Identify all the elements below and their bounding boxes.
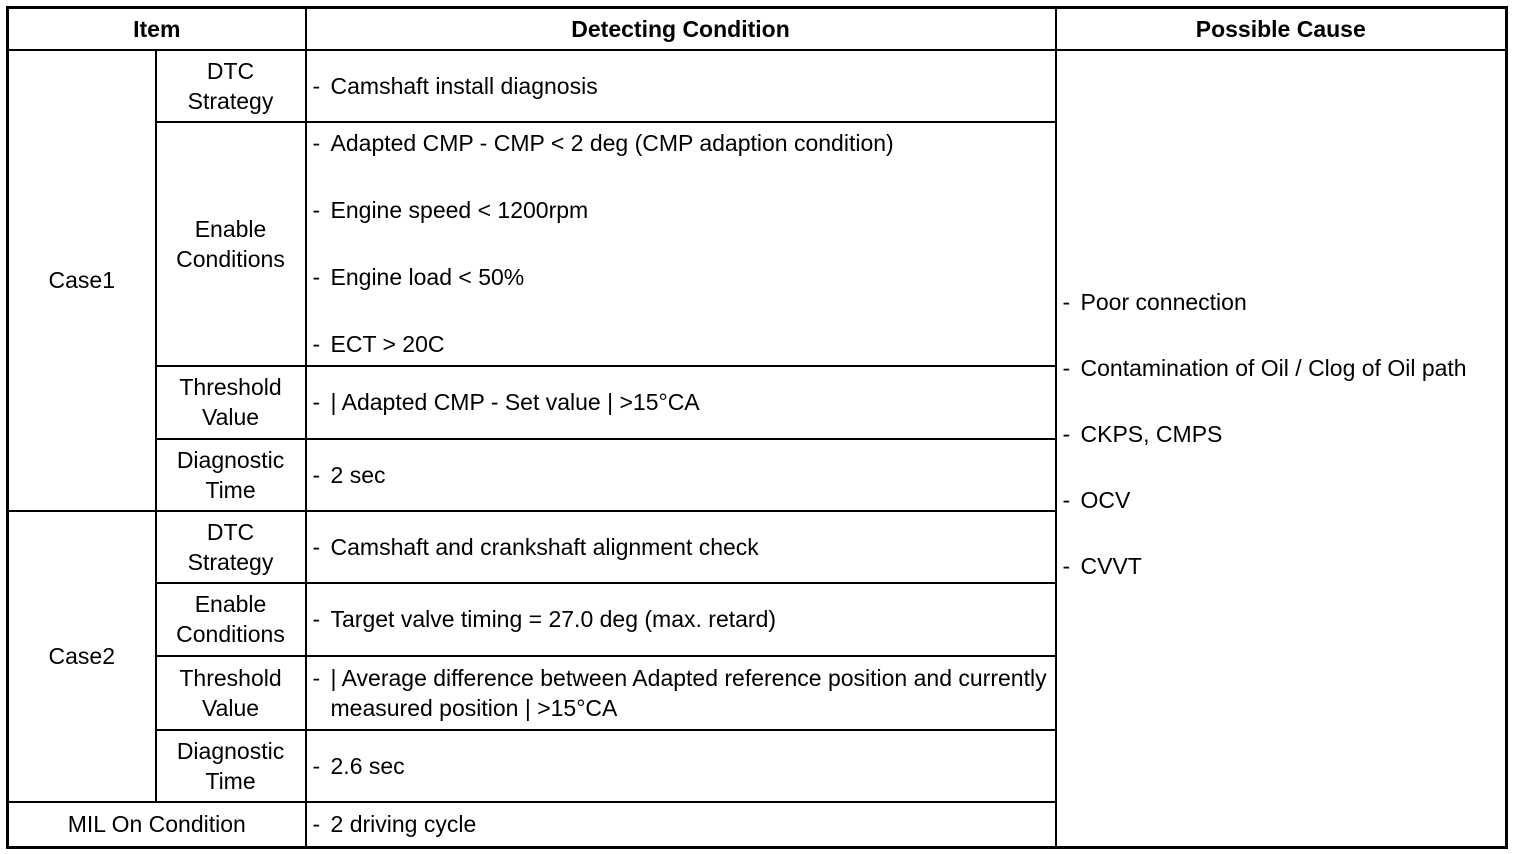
condition-text: | Average difference between Adapted reference position and currently measured position | >15°CA	[330, 664, 1047, 721]
label-line: Conditions	[176, 621, 285, 647]
case1-dtc-row	[8, 50, 1507, 122]
bullet-dash: -	[1062, 288, 1071, 315]
header-possible-cause: Possible Cause	[1056, 8, 1507, 50]
bullet-dash: -	[312, 331, 321, 357]
bullet-dash: -	[1062, 486, 1071, 513]
bullet-dash: -	[312, 197, 321, 223]
bullet-dash: -	[312, 664, 321, 691]
condition-text: Engine speed < 1200rpm	[330, 197, 589, 223]
label-line: Threshold	[179, 664, 282, 691]
header-detecting-condition: Detecting Condition	[306, 8, 1056, 50]
case2-label: Case2	[8, 511, 156, 802]
label-line: Time	[205, 476, 256, 503]
label-line: Diagnostic	[176, 737, 285, 764]
condition-text: 2 driving cycle	[330, 811, 477, 838]
bullet-dash: -	[312, 264, 321, 290]
header-item: Item	[8, 8, 306, 50]
bullet-dash: -	[1062, 420, 1071, 447]
label-line: Diagnostic	[176, 446, 285, 473]
condition-text: Camshaft install diagnosis	[330, 72, 598, 99]
bullet-dash: -	[312, 461, 321, 488]
case2-diag-time-label	[156, 730, 306, 802]
label-line: Enable	[194, 215, 267, 242]
case1-dtc-strategy-label	[156, 50, 306, 122]
case1-label: Case1	[8, 50, 156, 511]
label-line: DTC	[206, 518, 255, 545]
possible-cause-cell	[1056, 50, 1507, 848]
bullet-dash: -	[312, 811, 321, 838]
case2-enable-label	[156, 583, 306, 656]
case2-enable-value	[306, 583, 1056, 656]
label-line: DTC	[206, 57, 255, 84]
case1-diag-time-label	[156, 439, 306, 511]
condition-text: Camshaft and crankshaft alignment check	[330, 533, 759, 560]
label-line: Value	[201, 694, 260, 721]
bullet-dash: -	[1062, 354, 1071, 381]
bullet-dash: -	[1062, 552, 1071, 579]
case1-dtc-strategy-value	[306, 50, 1056, 122]
case1-enable-label	[156, 122, 306, 366]
condition-text: | Adapted CMP - Set value | >15°CA	[330, 389, 700, 415]
label-line: Strategy	[187, 87, 274, 114]
cause-text: CVVT	[1080, 552, 1142, 579]
cause-item	[1063, 419, 1498, 449]
condition-text: Target valve timing = 27.0 deg (max. retard)	[330, 606, 777, 632]
mil-label: MIL On Condition	[8, 802, 306, 848]
cause-item	[1063, 485, 1498, 515]
bullet-dash: -	[312, 130, 321, 156]
case1-enable-values	[306, 122, 1056, 366]
bullet-dash: -	[312, 533, 321, 560]
bullet-dash: -	[312, 606, 321, 632]
condition-text: 2 sec	[330, 461, 386, 488]
case1-threshold-value	[306, 366, 1056, 439]
cause-item	[1063, 353, 1498, 383]
bullet-dash: -	[312, 72, 321, 99]
cause-text: Poor connection	[1080, 288, 1247, 315]
condition-text: Adapted CMP - CMP < 2 deg (CMP adaption condition)	[330, 130, 894, 156]
dtc-spec-table	[6, 6, 1508, 849]
header-row	[8, 8, 1507, 50]
condition-text: Engine load < 50%	[330, 264, 525, 290]
case2-dtc-strategy-label	[156, 511, 306, 583]
cause-item	[1063, 287, 1498, 317]
bullet-dash: -	[312, 389, 321, 415]
cause-text: OCV	[1080, 486, 1131, 513]
mil-value	[306, 802, 1056, 848]
condition-text: ECT > 20C	[330, 331, 445, 357]
label-line: Strategy	[187, 548, 274, 575]
case2-threshold-value	[306, 656, 1056, 730]
case1-threshold-label	[156, 366, 306, 439]
case2-threshold-label	[156, 656, 306, 730]
cause-item	[1063, 551, 1498, 581]
cause-text: Contamination of Oil / Clog of Oil path	[1080, 354, 1467, 381]
label-line: Time	[205, 767, 256, 794]
condition-text: 2.6 sec	[330, 752, 405, 779]
label-line: Threshold	[179, 374, 282, 400]
label-line: Value	[201, 404, 260, 430]
case2-diag-time-value	[306, 730, 1056, 802]
case1-diag-time-value	[306, 439, 1056, 511]
label-line: Conditions	[176, 245, 285, 272]
cause-text: CKPS, CMPS	[1080, 420, 1223, 447]
label-line: Enable	[194, 591, 267, 617]
case2-dtc-strategy-value	[306, 511, 1056, 583]
bullet-dash: -	[312, 752, 321, 779]
